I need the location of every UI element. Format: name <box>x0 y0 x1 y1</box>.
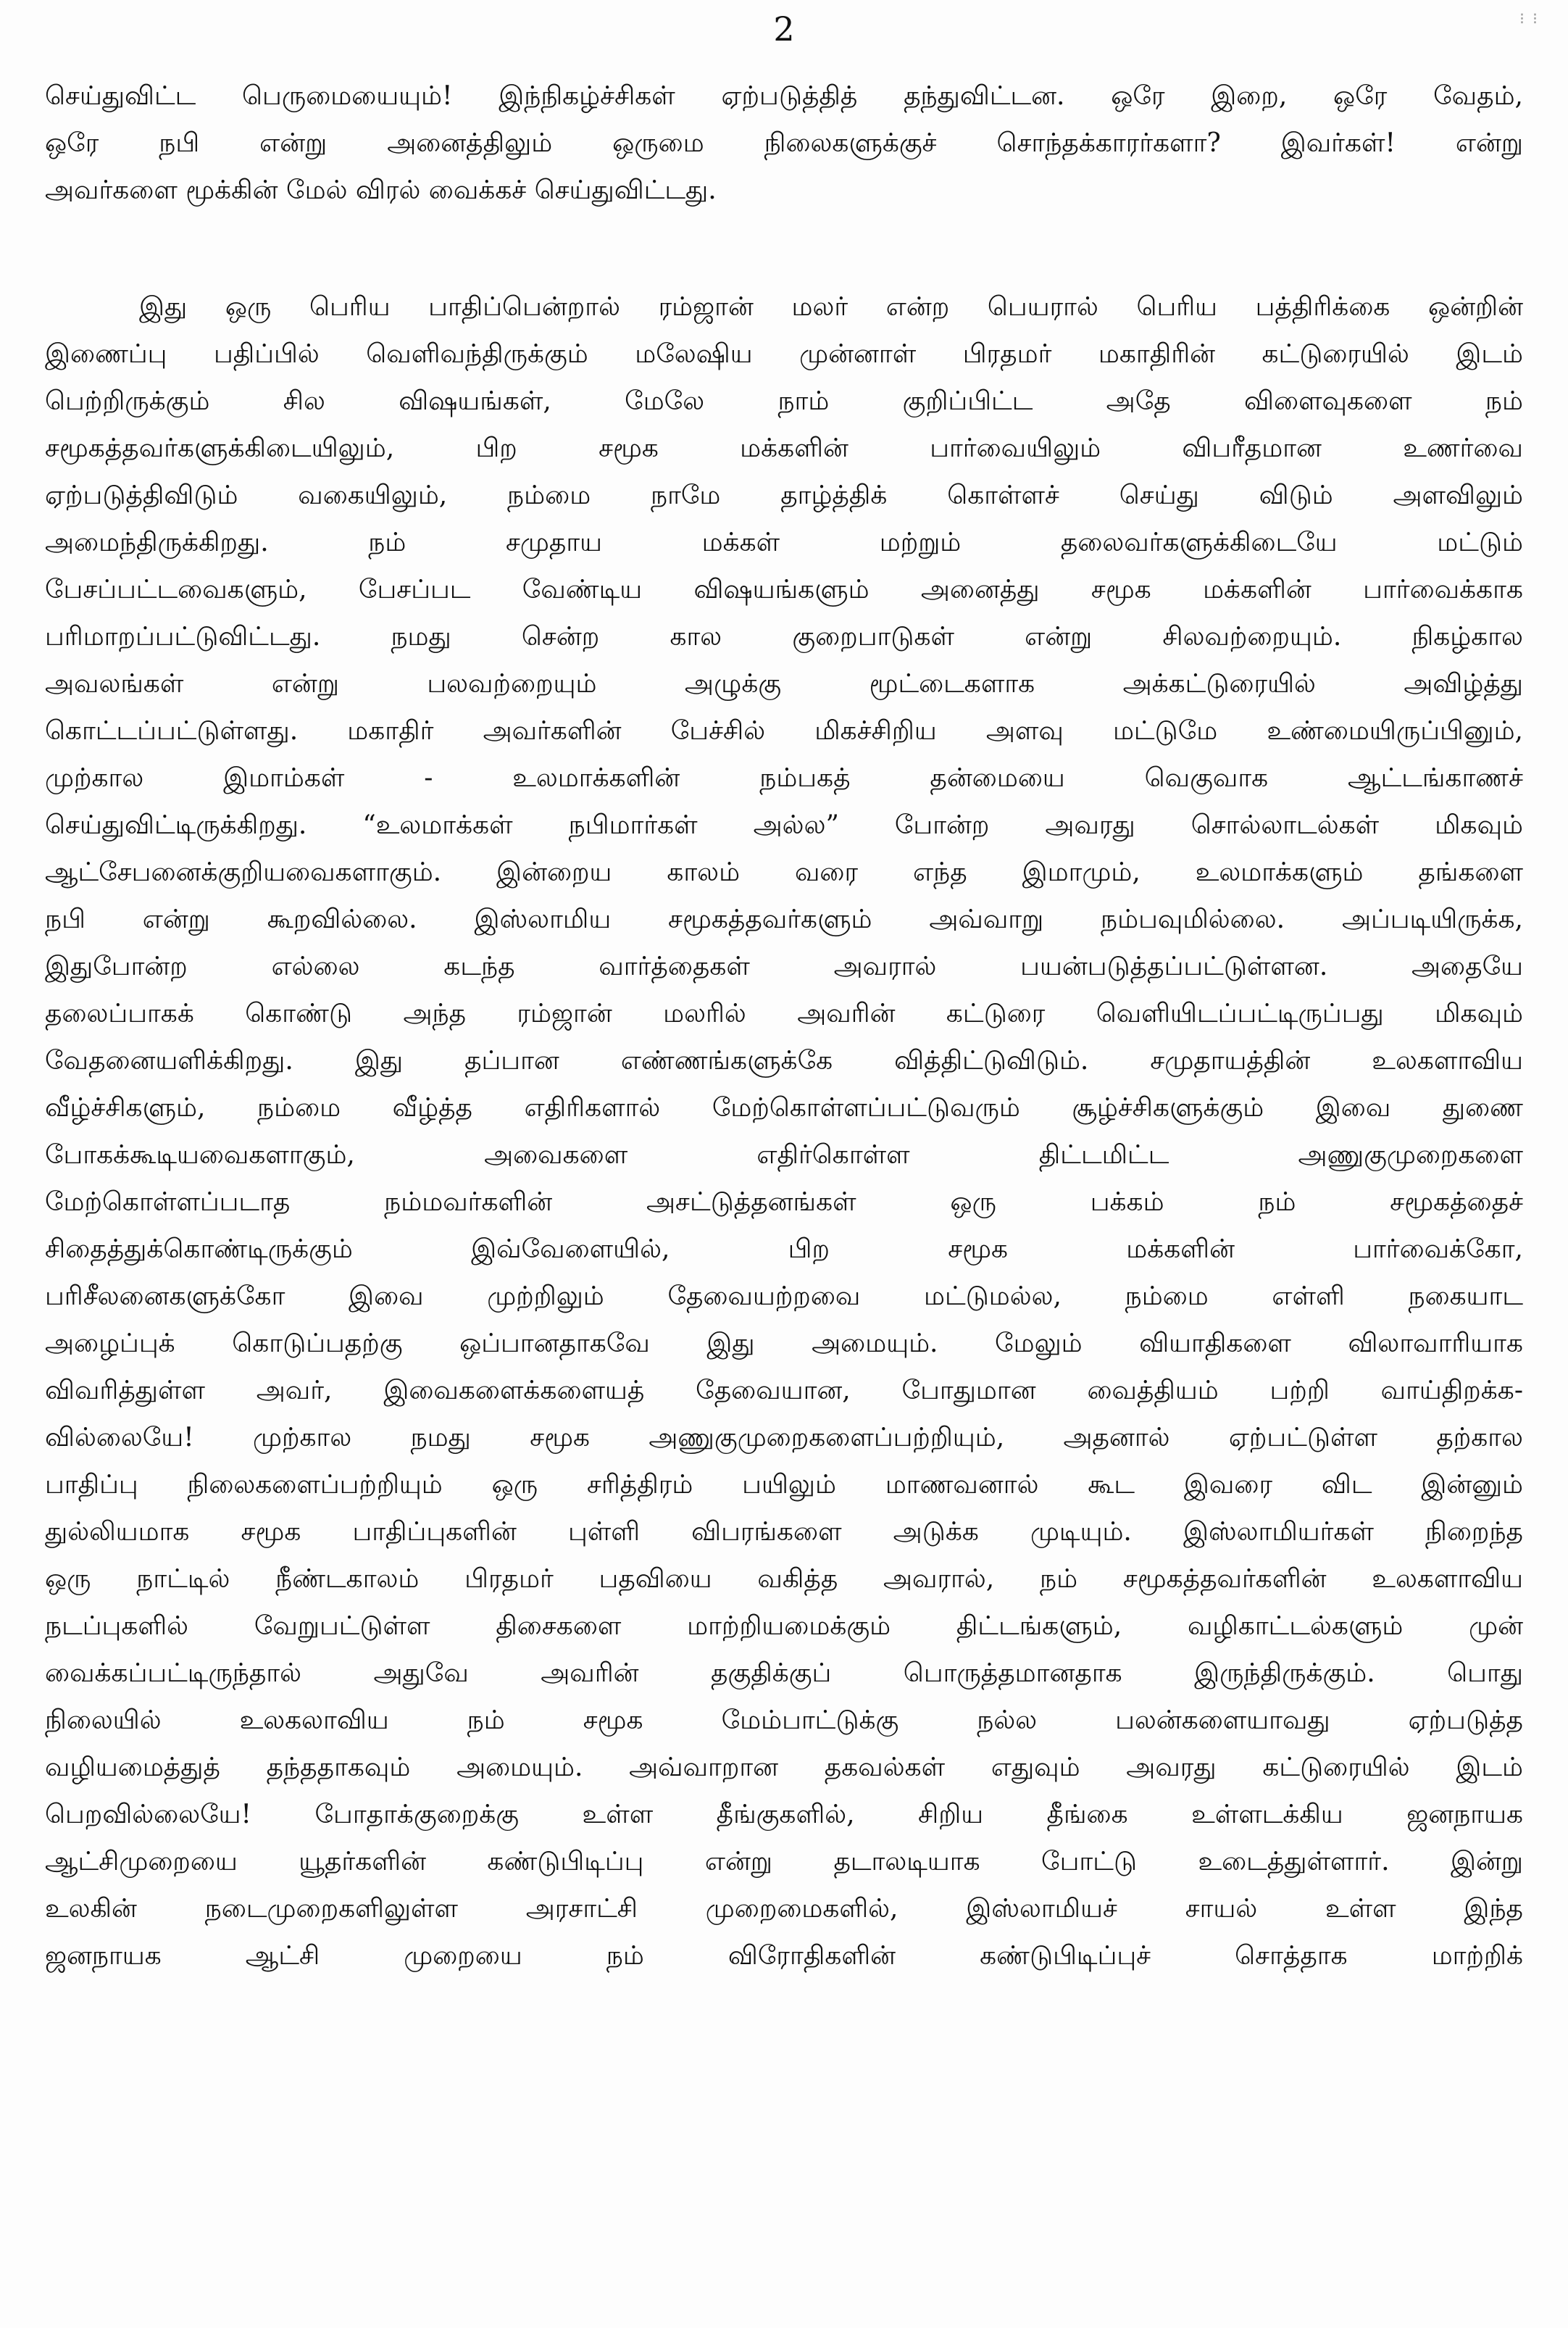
text-line: நடப்புகளில் வேறுபட்டுள்ள திசைகளை மாற்றியமைக்கும் திட்டங்களும், வழிகாட்டல்களும் முன் <box>45 1611 1523 1641</box>
text-line: விவரித்துள்ள அவர், இவைகளைக்களையத் தேவையான, போதுமான வைத்தியம் பற்றி வாய்திறக்க- <box>45 1376 1523 1405</box>
text-line: முற்கால இமாம்கள் - உலமாக்களின் நம்பகத் தன்மையை வெகுவாக ஆட்டங்காணச் <box>45 763 1523 793</box>
paragraph <box>45 72 1523 214</box>
text-line: கொட்டப்பட்டுள்ளது. மகாதிர் அவர்களின் பேச்சில் மிகச்சிறிய அளவு மட்டுமே உண்மையிருப்பினும், <box>45 716 1523 746</box>
text-line <box>45 1979 1523 2026</box>
paragraph-gap <box>45 214 1523 283</box>
text-line: அவலங்கள் என்று பலவற்றையும் அழுக்கு மூட்டைகளாக அக்கட்டுரையில் அவிழ்த்து <box>45 669 1523 699</box>
text-line: சமூகத்தவர்களுக்கிடையிலும், பிற சமூக மக்களின் பார்வையிலும் விபரீதமான உணர்வை <box>45 433 1523 463</box>
text-line: தலைப்பாகக் கொண்டு அந்த ரம்ஜான் மலரில் அவரின் கட்டுரை வெளியிடப்பட்டிருப்பது மிகவும் <box>45 999 1523 1028</box>
text-line: இணைப்பு பதிப்பில் வெளிவந்திருக்கும் மலேஷிய முன்னாள் பிரதமர் மகாதிரின் கட்டுரையில் இடம் <box>45 339 1523 369</box>
text-line: பெற்றிருக்கும் சில விஷயங்கள், மேலே நாம் குறிப்பிட்ட அதே விளைவுகளை நம் <box>45 386 1523 416</box>
text-line: இதுபோன்ற எல்லை கடந்த வார்த்தைகள் அவரால் பயன்படுத்தப்பட்டுள்ளன. அதையே <box>45 952 1523 981</box>
text-line: ஆட்சேபனைக்குறியவைகளாகும். இன்றைய காலம் வரை எந்த இமாமும், உலமாக்களும் தங்களை <box>45 857 1523 887</box>
text-line: சிதைத்துக்கொண்டிருக்கும் இவ்வேளையில், பிற சமூக மக்களின் பார்வைக்கோ, <box>45 1234 1523 1264</box>
text-line: ஒரே நபி என்று அனைத்திலும் ஒருமை நிலைகளுக்குச் சொந்தக்காரர்களா? இவர்கள்! என்று <box>45 128 1523 158</box>
text-line: பரிமாறப்பட்டுவிட்டது. நமது சென்ற கால குறைபாடுகள் என்று சிலவற்றையும். நிகழ்கால <box>45 622 1523 652</box>
page-number: 2 <box>773 9 795 49</box>
text-line: அவர்களை மூக்கின் மேல் விரல் வைக்கச் செய்துவிட்டது. <box>45 175 717 205</box>
text-line: ஏற்படுத்திவிடும் வகையிலும், நம்மை நாமே தாழ்த்திக் கொள்ளச் செய்து விடும் அளவிலும் <box>45 481 1523 510</box>
text-line: நபி என்று கூறவில்லை. இஸ்லாமிய சமூகத்தவர்களும் அவ்வாறு நம்பவுமில்லை. அப்படியிருக்க, <box>45 905 1523 934</box>
text-line: இது ஒரு பெரிய பாதிப்பென்றால் ரம்ஜான் மலர் என்ற பெயரால் பெரிய பத்திரிக்கை ஒன்றின் <box>139 292 1523 322</box>
text-line: செய்துவிட்ட பெருமையையும்! இந்நிகழ்ச்சிகள் ஏற்படுத்தித் தந்துவிட்டன. ஒரே இறை, ஒரே வேதம், <box>45 81 1523 111</box>
text-line: பெறவில்லையே! போதாக்குறைக்கு உள்ள தீங்குகளில், சிறிய தீங்கை உள்ளடக்கிய ஜனநாயக <box>45 1800 1523 1829</box>
text-line: அமைந்திருக்கிறது. நம் சமுதாய மக்கள் மற்றும் தலைவர்களுக்கிடையே மட்டும் <box>45 528 1523 557</box>
text-line: நிலையில் உலகலாவிய நம் சமூக மேம்பாட்டுக்கு நல்ல பலன்களையாவது ஏற்படுத்த <box>45 1705 1523 1735</box>
text-line: வேதனையளிக்கிறது. இது தப்பான எண்ணங்களுக்கே வித்திட்டுவிடும். சமுதாயத்தின் உலகளாவிய <box>45 1046 1523 1076</box>
scan-corner-mark: ⁝ ⁝ <box>1519 10 1539 28</box>
document-body <box>45 72 1523 2026</box>
text-line: ஆட்சிமுறையை யூதர்களின் கண்டுபிடிப்பு என்று தடாலடியாக போட்டு உடைத்துள்ளார். இன்று <box>45 1847 1523 1876</box>
text-line: உலகின் நடைமுறைகளிலுள்ள அரசாட்சி முறைமைகளில், இஸ்லாமியச் சாயல் உள்ள இந்த <box>45 1894 1523 1924</box>
text-line: ஒரு நாட்டில் நீண்டகாலம் பிரதமர் பதவியை வகித்த அவரால், நம் சமூகத்தவர்களின் உலகளாவிய <box>45 1564 1523 1594</box>
text-line: வீழ்ச்சிகளும், நம்மை வீழ்த்த எதிரிகளால் மேற்கொள்ளப்பட்டுவரும் சூழ்ச்சிகளுக்கும் இவை துணை <box>45 1093 1523 1123</box>
text-line: ஜனநாயக ஆட்சி முறையை நம் விரோதிகளின் கண்டுபிடிப்புச் சொத்தாக மாற்றிக் <box>45 1941 1523 1971</box>
text-line: அழைப்புக் கொடுப்பதற்கு ஒப்பானதாகவே இது அமையும். மேலும் வியாதிகளை விலாவாரியாக <box>45 1329 1523 1358</box>
text-line: பாதிப்பு நிலைகளைப்பற்றியும் ஒரு சரித்திரம் பயிலும் மாணவனால் கூட இவரை விட இன்னும் <box>45 1470 1523 1500</box>
text-line: போகக்கூடியவைகளாகும், அவைகளை எதிர்கொள்ள திட்டமிட்ட அணுகுமுறைகளை <box>45 1140 1523 1170</box>
text-line: மேற்கொள்ளப்படாத நம்மவர்களின் அசட்டுத்தனங்கள் ஒரு பக்கம் நம் சமூகத்தைச் <box>45 1187 1523 1217</box>
text-line: துல்லியமாக சமூக பாதிப்புகளின் புள்ளி விபரங்களை அடுக்க முடியும். இஸ்லாமியர்கள் நிறைந்த <box>45 1517 1523 1547</box>
text-line: வழியமைத்துத் தந்ததாகவும் அமையும். அவ்வாறான தகவல்கள் எதுவும் அவரது கட்டுரையில் இடம் <box>45 1753 1523 1782</box>
paragraph <box>45 283 1523 2026</box>
text-line: பேசப்பட்டவைகளும், பேசப்பட வேண்டிய விஷயங்களும் அனைத்து சமூக மக்களின் பார்வைக்காக <box>45 575 1523 604</box>
text-line: வில்லையே! முற்கால நமது சமூக அணுகுமுறைகளைப்பற்றியும், அதனால் ஏற்பட்டுள்ள தற்கால <box>45 1423 1523 1452</box>
text-line: வைக்கப்பட்டிருந்தால் அதுவே அவரின் தகுதிக்குப் பொருத்தமானதாக இருந்திருக்கும். பொது <box>45 1658 1523 1688</box>
text-line: செய்துவிட்டிருக்கிறது. “உலமாக்கள் நபிமார்கள் அல்ல” போன்ற அவரது சொல்லாடல்கள் மிகவும் <box>45 810 1523 840</box>
text-line: பரிசீலனைகளுக்கோ இவை முற்றிலும் தேவையற்றவை மட்டுமல்ல, நம்மை எள்ளி நகையாட <box>45 1281 1523 1311</box>
